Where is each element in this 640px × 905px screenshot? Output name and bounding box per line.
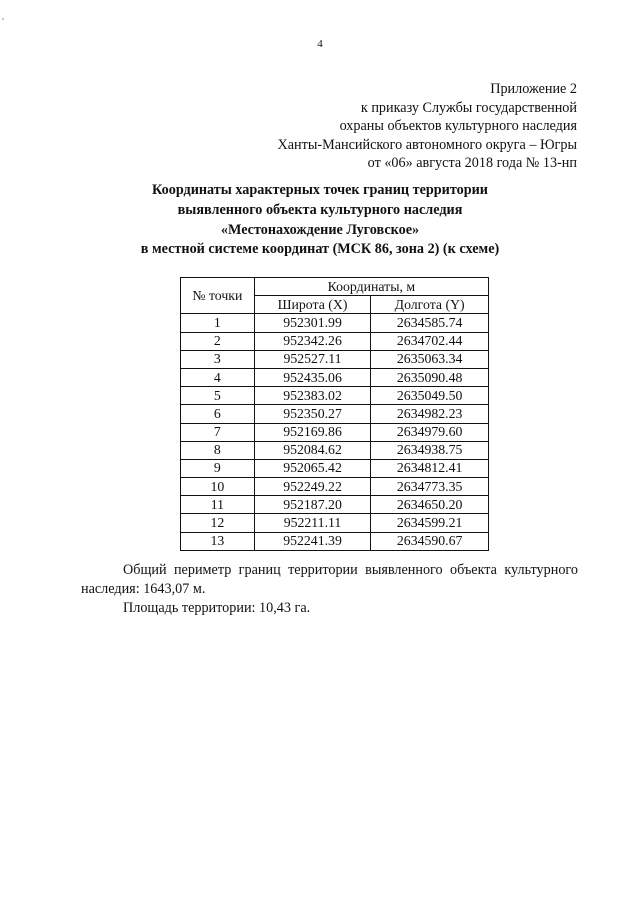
table-row <box>181 441 489 459</box>
cell-latitude: 952527.11 <box>254 350 371 368</box>
header-coordinates: Координаты, м <box>254 278 488 296</box>
cell-latitude: 952301.99 <box>254 314 371 332</box>
cell-latitude: 952211.11 <box>254 514 371 532</box>
header-latitude: Широта (X) <box>254 296 371 314</box>
cell-longitude: 2634938.75 <box>371 441 489 459</box>
table-row <box>181 405 489 423</box>
cell-longitude: 2634650.20 <box>371 496 489 514</box>
cell-latitude: 952187.20 <box>254 496 371 514</box>
cell-point-number: 6 <box>181 405 255 423</box>
cell-latitude: 952342.26 <box>254 332 371 350</box>
cell-longitude: 2634812.41 <box>371 459 489 477</box>
page-number: 4 <box>317 38 323 50</box>
area-text: Площадь территории: 10,43 га. <box>123 599 311 616</box>
document-title-line: Координаты характерных точек границ территории <box>152 182 488 198</box>
table-row <box>181 514 489 532</box>
cell-point-number: 12 <box>181 514 255 532</box>
cell-point-number: 11 <box>181 496 255 514</box>
cell-point-number: 1 <box>181 314 255 332</box>
cell-point-number: 9 <box>181 459 255 477</box>
cell-point-number: 8 <box>181 441 255 459</box>
cell-point-number: 7 <box>181 423 255 441</box>
cell-longitude: 2635063.34 <box>371 350 489 368</box>
cell-point-number: 3 <box>181 350 255 368</box>
appendix-header-line: охраны объектов культурного наследия <box>339 118 577 135</box>
summary-text <box>81 561 578 617</box>
document-title-line: выявленного объекта культурного наследия <box>177 201 463 218</box>
document-title <box>0 181 640 260</box>
cell-longitude: 2634773.35 <box>371 478 489 496</box>
document-title-line: в местной системе координат (МСК 86, зона 2) (к схеме) <box>140 241 500 258</box>
perimeter-text: Общий периметр границ территории выявленного объекта культурного наследия: 1643,07 м. <box>81 562 578 597</box>
cell-point-number: 13 <box>181 532 255 550</box>
table-row <box>181 496 489 514</box>
cell-latitude: 952350.27 <box>254 405 371 423</box>
cell-longitude: 2634702.44 <box>371 332 489 350</box>
cell-longitude: 2635049.50 <box>371 387 489 405</box>
cell-point-number: 4 <box>181 368 255 386</box>
cell-longitude: 2634585.74 <box>371 314 489 332</box>
cell-latitude: 952249.22 <box>254 478 371 496</box>
table-row <box>181 332 489 350</box>
scan-margin-mark: , <box>2 12 4 21</box>
cell-latitude: 952383.02 <box>254 387 371 405</box>
cell-point-number: 2 <box>181 332 255 350</box>
document-title-line: «Местонахождение Луговское» <box>220 221 420 238</box>
coordinates-table <box>180 277 489 551</box>
appendix-header-line: к приказу Службы государственной <box>360 99 577 116</box>
header-longitude: Долгота (Y) <box>371 296 489 314</box>
table-row <box>181 532 489 550</box>
table-body <box>181 314 489 550</box>
table-row <box>181 478 489 496</box>
appendix-header-line: Приложение 2 <box>490 81 577 97</box>
table-row <box>181 350 489 368</box>
header-point-number: № точки <box>181 278 255 314</box>
cell-latitude: 952435.06 <box>254 368 371 386</box>
cell-longitude: 2635090.48 <box>371 368 489 386</box>
table-row <box>181 314 489 332</box>
cell-longitude: 2634979.60 <box>371 423 489 441</box>
cell-point-number: 5 <box>181 387 255 405</box>
cell-latitude: 952084.62 <box>254 441 371 459</box>
cell-latitude: 952169.86 <box>254 423 371 441</box>
cell-latitude: 952065.42 <box>254 459 371 477</box>
cell-longitude: 2634599.21 <box>371 514 489 532</box>
cell-longitude: 2634590.67 <box>371 532 489 550</box>
table-header-row <box>181 278 489 296</box>
cell-point-number: 10 <box>181 478 255 496</box>
appendix-header-line: от «06» августа 2018 года № 13-нп <box>367 155 577 172</box>
appendix-header <box>157 80 577 173</box>
cell-latitude: 952241.39 <box>254 532 371 550</box>
table-row <box>181 459 489 477</box>
table-row <box>181 368 489 386</box>
appendix-header-line: Ханты-Мансийского автономного округа – Югры <box>277 136 577 153</box>
table-row <box>181 423 489 441</box>
cell-longitude: 2634982.23 <box>371 405 489 423</box>
table-row <box>181 387 489 405</box>
